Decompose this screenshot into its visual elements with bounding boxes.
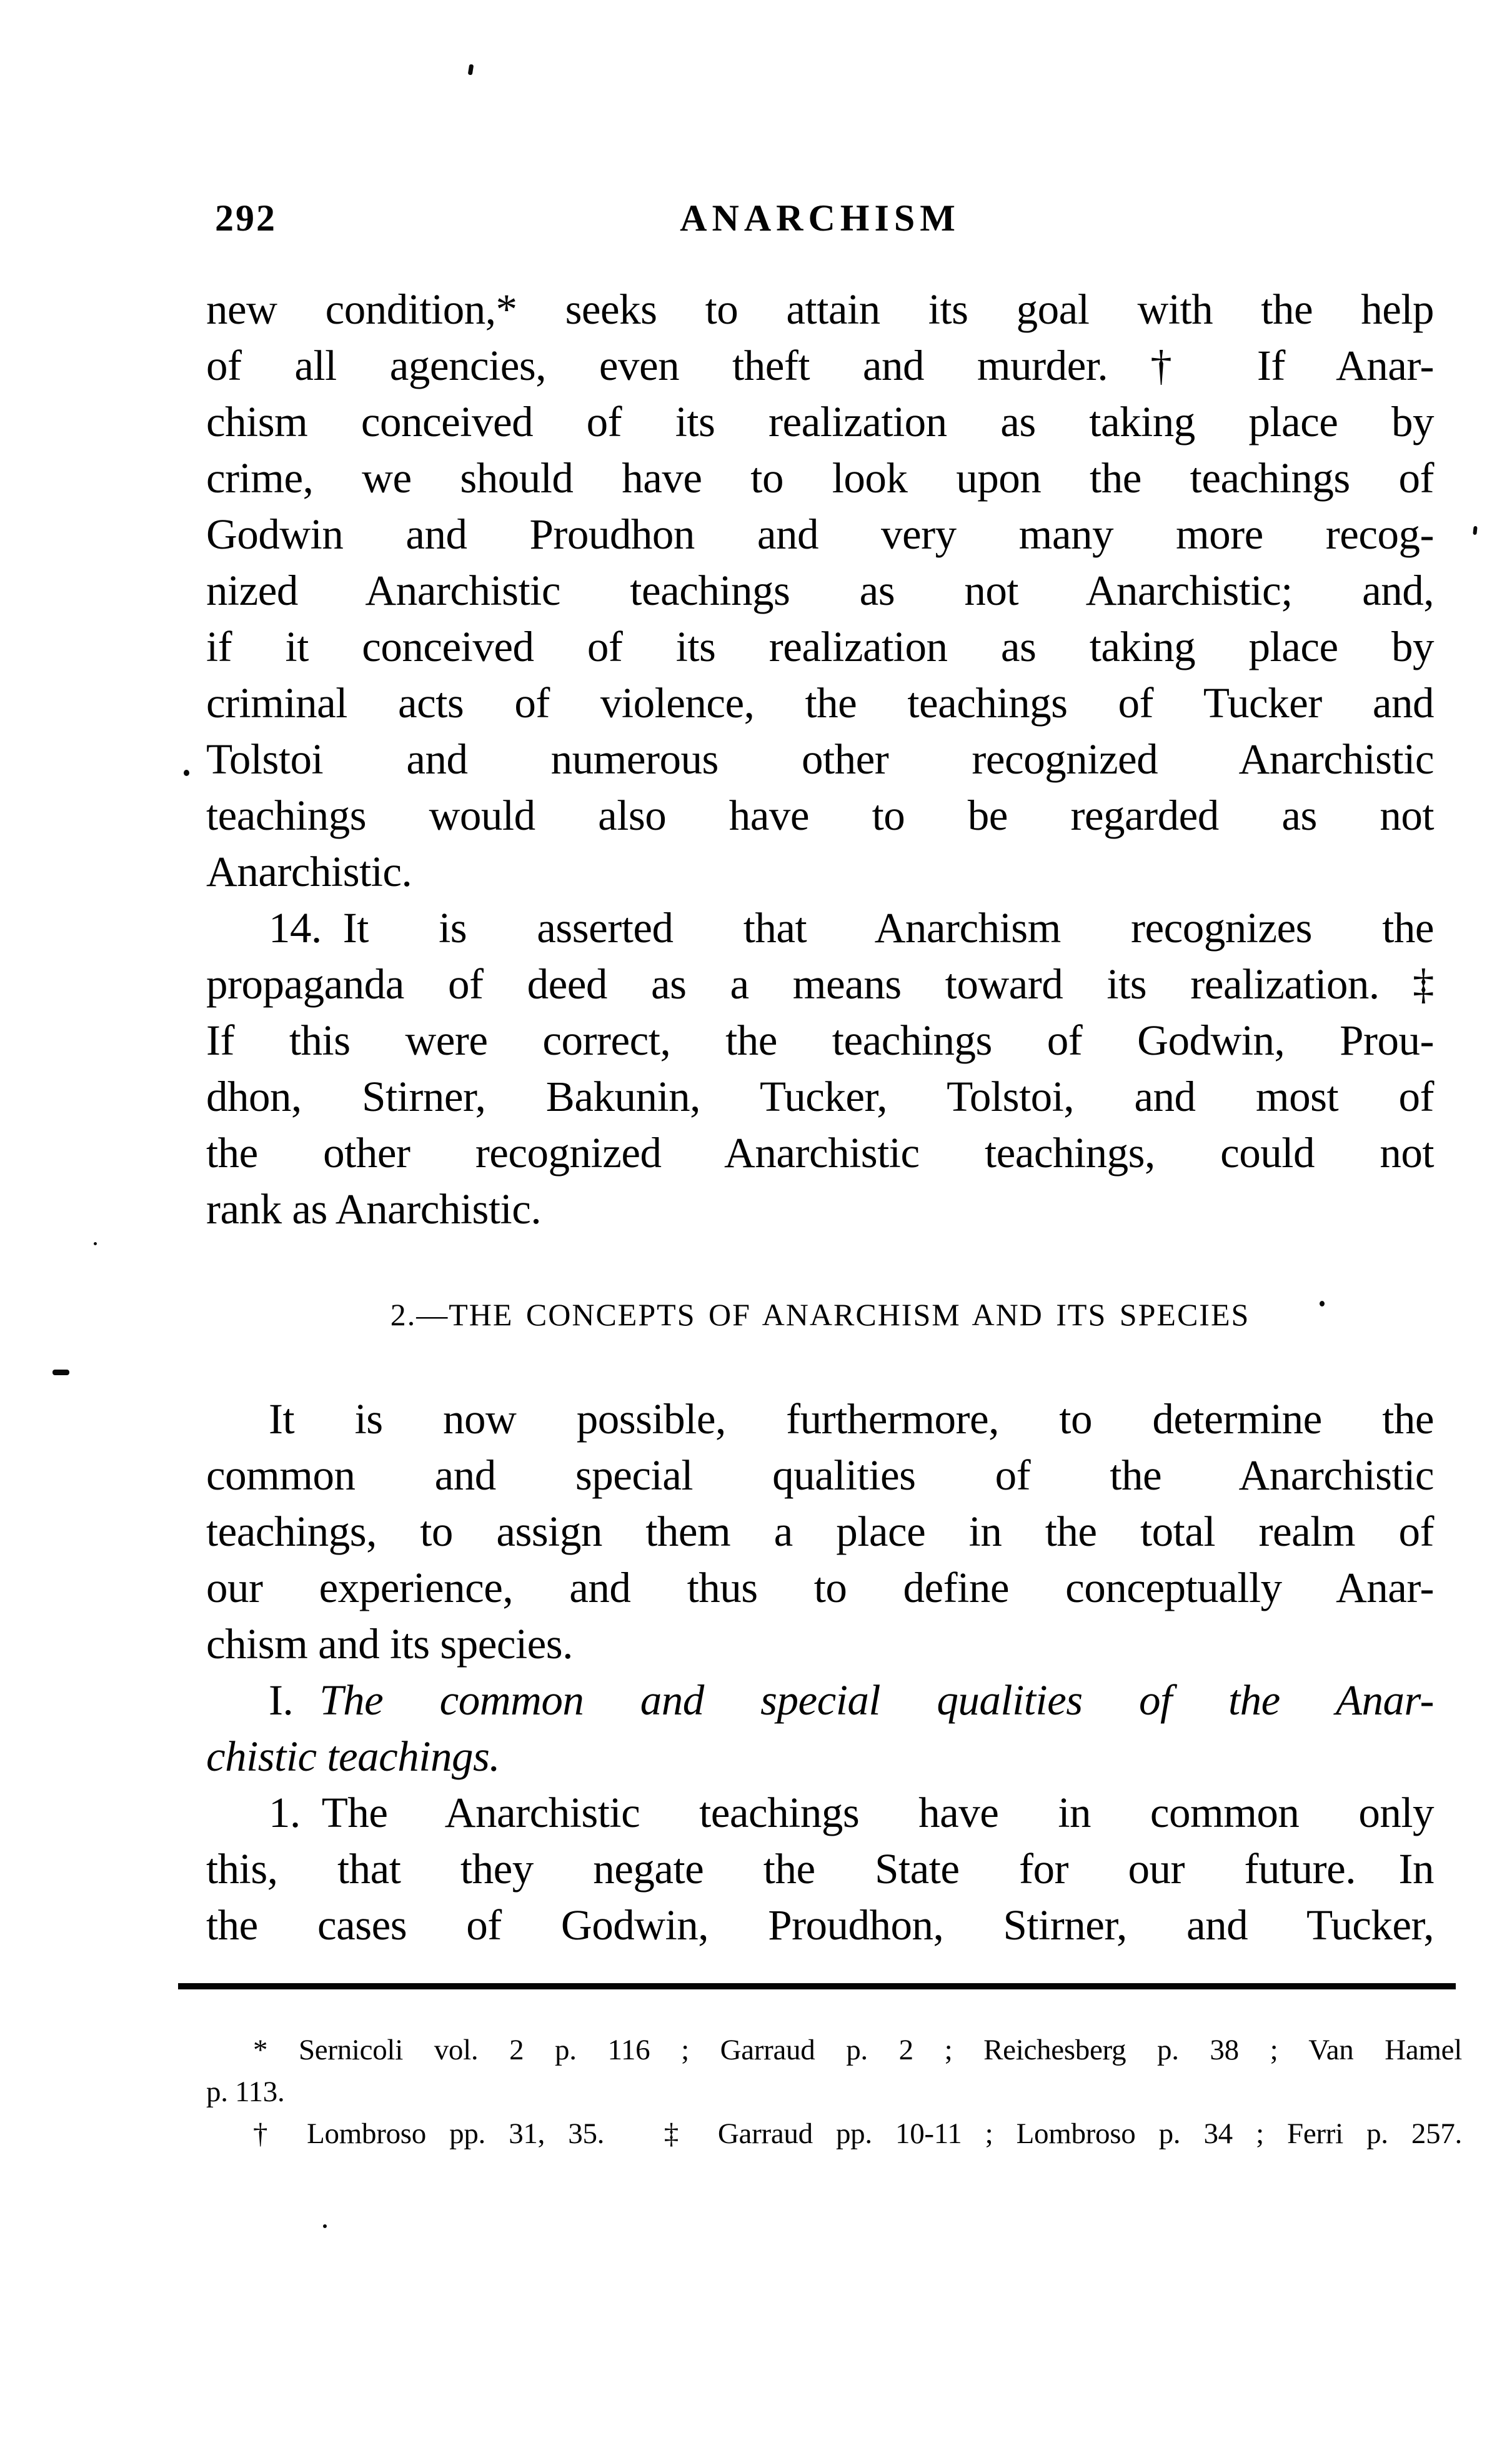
text-column: [206, 194, 1462, 2155]
running-head: ANARCHISM: [680, 197, 960, 239]
footnote-rule: [178, 1983, 1456, 1989]
text-line: this, that they negate the State for our future. In: [206, 1845, 1434, 1893]
paragraph-14: [206, 900, 1434, 1237]
text-line: * Sernicoli vol. 2 p. 116 ; Garraud p. 2 ; Reichesberg p. 38 ; Van Hamel: [253, 2034, 1462, 2066]
text-line: If this were correct, the teachings of Godwin, Prou-: [206, 1017, 1434, 1064]
paragraph-roman-one-line-1: [206, 1672, 1434, 1728]
text-line: nized Anarchistic teachings as not Anarchistic; and,: [206, 567, 1434, 614]
text-line: Godwin and Proudhon and very many more recog-: [206, 510, 1434, 558]
text-line: propaganda of deed as a means toward its realization.‡: [206, 960, 1434, 1008]
paragraph-intro: [206, 1391, 1434, 1672]
text-line: the cases of Godwin, Proudhon, Stirner, and Tucker,: [206, 1901, 1434, 1949]
text-line: 1. The Anarchistic teachings have in common only: [269, 1789, 1434, 1836]
text-line: p. 113.: [206, 2076, 285, 2108]
paragraph-continuation: [206, 281, 1434, 900]
paragraph-roman-one-line-2: [206, 1728, 1434, 1784]
footnotes: [206, 2029, 1462, 2155]
footnote-sernicoli: [206, 2029, 1462, 2113]
text-line: 14. It is asserted that Anarchism recognizes the: [269, 904, 1434, 952]
scan-artifact: [1320, 1301, 1325, 1306]
text-line: new condition,* seeks to attain its goal with the help: [206, 286, 1434, 333]
text-line: our experience, and thus to define conceptually Anar-: [206, 1564, 1434, 1611]
italic-subheading-text: chistic teachings.: [206, 1733, 500, 1780]
page-number: 292: [215, 197, 277, 239]
text-line: rank as Anarchistic.: [206, 1185, 542, 1233]
text-line: † Lombroso pp. 31, 35. ‡ Garraud pp. 10-11 ; Lombroso p. 34 ; Ferri p. 257.: [253, 2117, 1462, 2150]
text-line: chism and its species.: [206, 1620, 573, 1668]
roman-numeral: I.: [269, 1676, 315, 1724]
scan-artifact: [184, 770, 189, 776]
text-line: teachings would also have to be regarded as not: [206, 792, 1434, 839]
text-line: of all agencies, even theft and murder.† If Anar-: [206, 342, 1434, 389]
page-header: [206, 194, 1434, 242]
page-body: [206, 281, 1462, 2155]
text-line: Anarchistic.: [206, 848, 412, 895]
text-line: chism conceived of its realization as taking place by: [206, 398, 1434, 445]
text-line: crime, we should have to look upon the teachings of: [206, 454, 1434, 502]
text-line: It is now possible, furthermore, to determine the: [269, 1395, 1434, 1443]
paragraph-roman-one: [206, 1672, 1434, 1784]
scan-artifact: [323, 2224, 327, 2228]
text-line: the other recognized Anarchistic teachings, could not: [206, 1129, 1434, 1177]
scan-artifact: [1473, 526, 1477, 535]
section-heading: 2.—THE CONCEPTS OF ANARCHISM AND ITS SPECIES: [390, 1297, 1250, 1332]
paragraph-one: [206, 1784, 1434, 1953]
scan-artifact: [94, 1242, 97, 1245]
text-line: dhon, Stirner, Bakunin, Tucker, Tolstoi, and most of: [206, 1073, 1434, 1120]
scan-artifact: [52, 1370, 69, 1375]
scan-artifact: [468, 64, 474, 76]
text-line: common and special qualities of the Anarchistic: [206, 1451, 1434, 1499]
text-line: criminal acts of violence, the teachings of Tucker and: [206, 679, 1434, 727]
footnote-lombroso-garraud: [206, 2113, 1462, 2155]
text-line: teachings, to assign them a place in the total realm of: [206, 1508, 1434, 1555]
italic-subheading-text: The common and special qualities of the Anar-: [319, 1676, 1434, 1724]
text-line: Tolstoi and numerous other recognized Anarchistic: [206, 735, 1434, 783]
text-line: if it conceived of its realization as taking place by: [206, 623, 1434, 670]
